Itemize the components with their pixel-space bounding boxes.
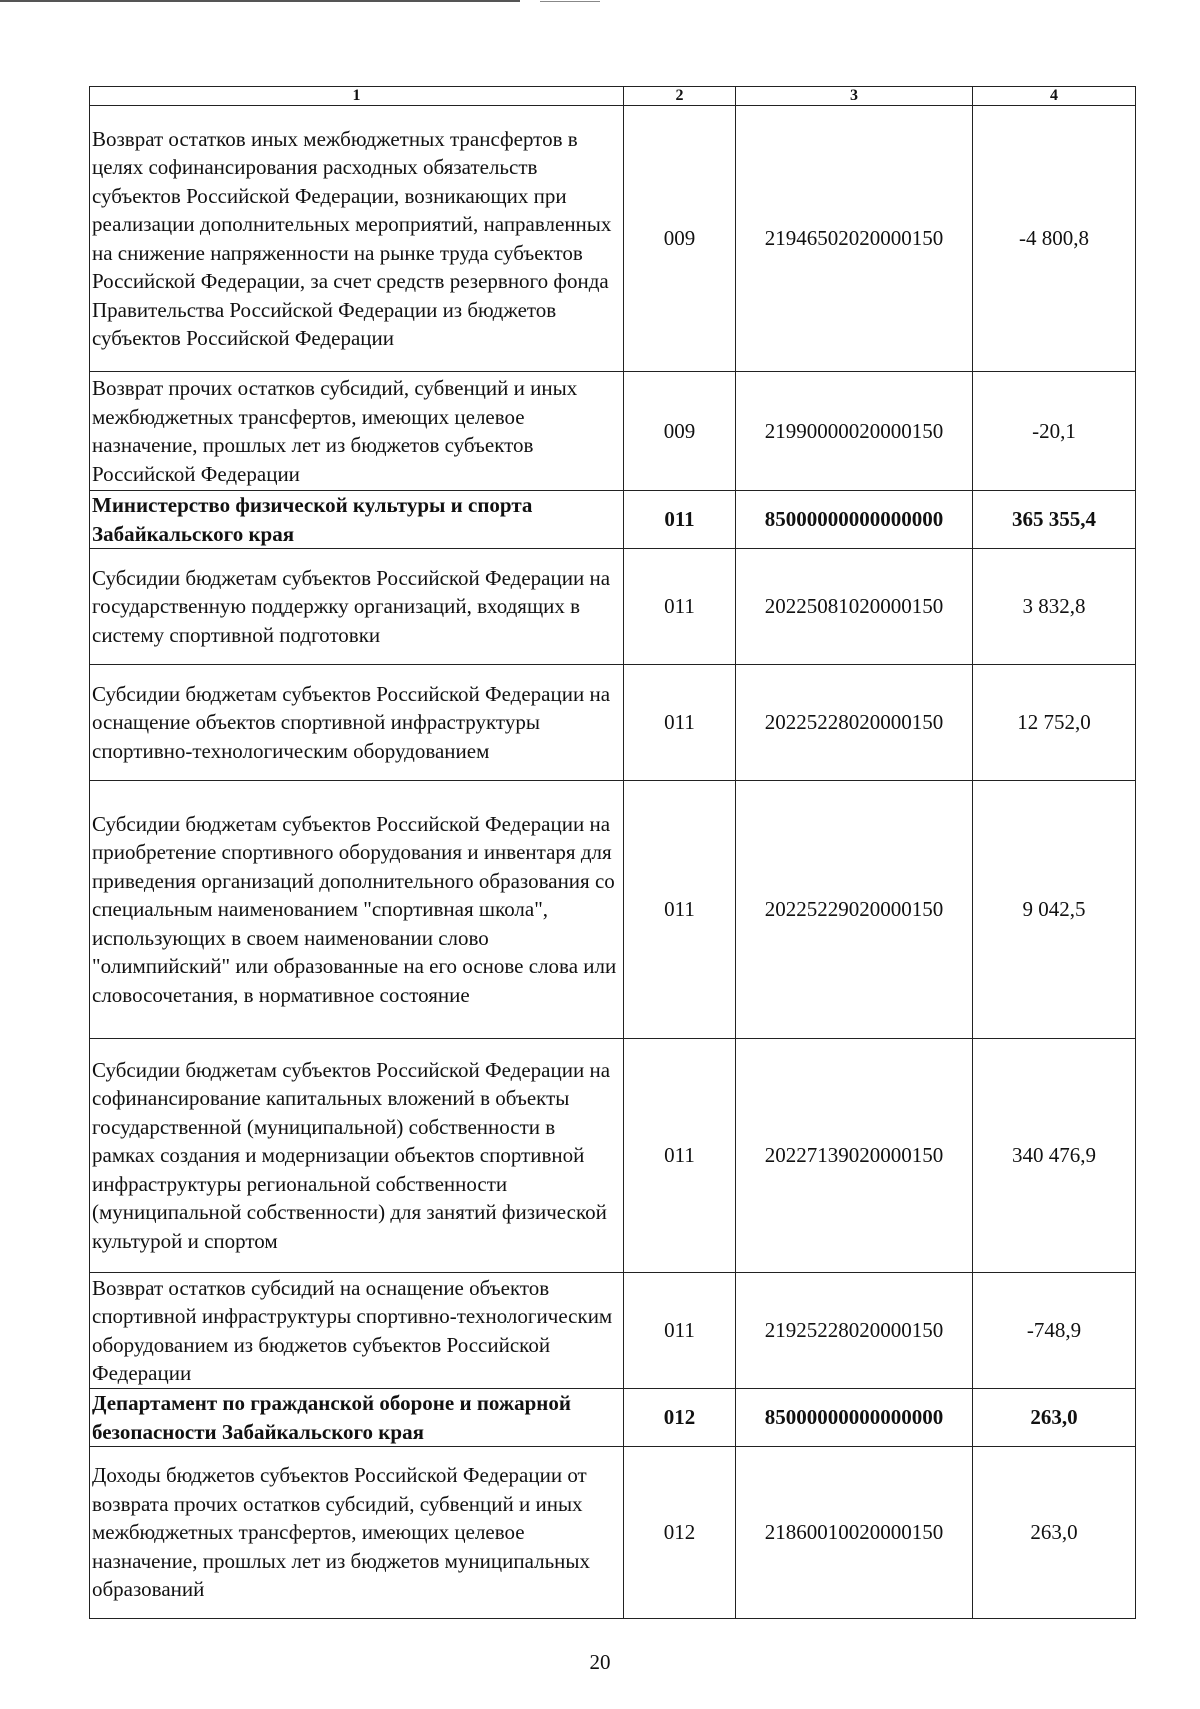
row-admin-code: 009 (624, 106, 736, 372)
row-kbk-code: 20225081020000150 (736, 549, 973, 665)
table-row (90, 106, 1136, 372)
row-admin-code: 011 (624, 549, 736, 665)
row-admin-code: 009 (624, 372, 736, 491)
row-amount: 3 832,8 (973, 549, 1136, 665)
column-header-2: 2 (624, 87, 736, 106)
page-number: 20 (589, 1650, 611, 1674)
row-kbk-code: 21946502020000150 (736, 106, 973, 372)
row-description: Субсидии бюджетам субъектов Российской Федерации на приобретение спортивного оборудования и инвентаря для приведения организаций дополнительного образования со специальным наименованием "спортивная школа", использующих в своем наименовании слово "олимпийский" или образованные на его основе слова или словосочетания, в нормативное состояние (90, 781, 624, 1039)
table-header-row (90, 87, 1136, 106)
table-row (90, 1039, 1136, 1273)
table-row (90, 781, 1136, 1039)
row-amount: 263,0 (973, 1447, 1136, 1619)
row-amount: -748,9 (973, 1273, 1136, 1389)
table-row-section (90, 1389, 1136, 1447)
table-row-section (90, 491, 1136, 549)
row-admin-code: 011 (624, 491, 736, 549)
row-amount: 12 752,0 (973, 665, 1136, 781)
table-row (90, 549, 1136, 665)
row-admin-code: 011 (624, 781, 736, 1039)
table-row (90, 1273, 1136, 1389)
revenue-table (89, 86, 1136, 1619)
table-row (90, 665, 1136, 781)
top-edge-rule (0, 0, 520, 2)
row-admin-code: 012 (624, 1389, 736, 1447)
row-kbk-code: 21925228020000150 (736, 1273, 973, 1389)
column-header-3: 3 (736, 87, 973, 106)
row-kbk-code: 20225229020000150 (736, 781, 973, 1039)
row-admin-code: 011 (624, 665, 736, 781)
row-description: Субсидии бюджетам субъектов Российской Федерации на государственную поддержку организаций, входящих в систему спортивной подготовки (90, 549, 624, 665)
row-description: Субсидии бюджетам субъектов Российской Федерации на софинансирование капитальных вложений в объекты государственной (муниципальной) собственности в рамках создания и модернизации объектов спортивной инфраструктуры региональной собственности (муниципальной собственности) для занятий физической культурой и спортом (90, 1039, 624, 1273)
row-description: Возврат остатков иных межбюджетных трансфертов в целях софинансирования расходных обязательств субъектов Российской Федерации, возникающих при реализации дополнительных мероприятий, направленных на снижение напряженности на рынке труда субъектов Российской Федерации, за счет средств резервного фонда Правительства Российской Федерации из бюджетов субъектов Российской Федерации (90, 106, 624, 372)
row-kbk-code: 20225228020000150 (736, 665, 973, 781)
column-header-1: 1 (90, 87, 624, 106)
top-edge-rule-fragment (540, 1, 600, 2)
section-ministry-title: Министерство физической культуры и спорта Забайкальского края (90, 491, 624, 549)
row-admin-code: 011 (624, 1039, 736, 1273)
row-amount: 340 476,9 (973, 1039, 1136, 1273)
table-row (90, 372, 1136, 491)
row-kbk-code: 85000000000000000 (736, 1389, 973, 1447)
column-header-4: 4 (973, 87, 1136, 106)
row-description: Доходы бюджетов субъектов Российской Федерации от возврата прочих остатков субсидий, субвенций и иных межбюджетных трансфертов, имеющих целевое назначение, прошлых лет из бюджетов муниципальных образований (90, 1447, 624, 1619)
row-kbk-code: 20227139020000150 (736, 1039, 973, 1273)
row-description: Возврат остатков субсидий на оснащение объектов спортивной инфраструктуры спортивно-технологическим оборудованием из бюджетов субъектов Российской Федерации (90, 1273, 624, 1389)
table-row (90, 1447, 1136, 1619)
row-amount: 263,0 (973, 1389, 1136, 1447)
row-amount: 9 042,5 (973, 781, 1136, 1039)
row-description: Возврат прочих остатков субсидий, субвенций и иных межбюджетных трансфертов, имеющих целевое назначение, прошлых лет из бюджетов субъектов Российской Федерации (90, 372, 624, 491)
row-kbk-code: 85000000000000000 (736, 491, 973, 549)
row-amount: 365 355,4 (973, 491, 1136, 549)
row-amount: -4 800,8 (973, 106, 1136, 372)
section-department-title: Департамент по гражданской обороне и пожарной безопасности Забайкальского края (90, 1389, 624, 1447)
row-admin-code: 011 (624, 1273, 736, 1389)
row-kbk-code: 21990000020000150 (736, 372, 973, 491)
row-description: Субсидии бюджетам субъектов Российской Федерации на оснащение объектов спортивной инфраструктуры спортивно-технологическим оборудованием (90, 665, 624, 781)
row-kbk-code: 21860010020000150 (736, 1447, 973, 1619)
row-amount: -20,1 (973, 372, 1136, 491)
row-admin-code: 012 (624, 1447, 736, 1619)
